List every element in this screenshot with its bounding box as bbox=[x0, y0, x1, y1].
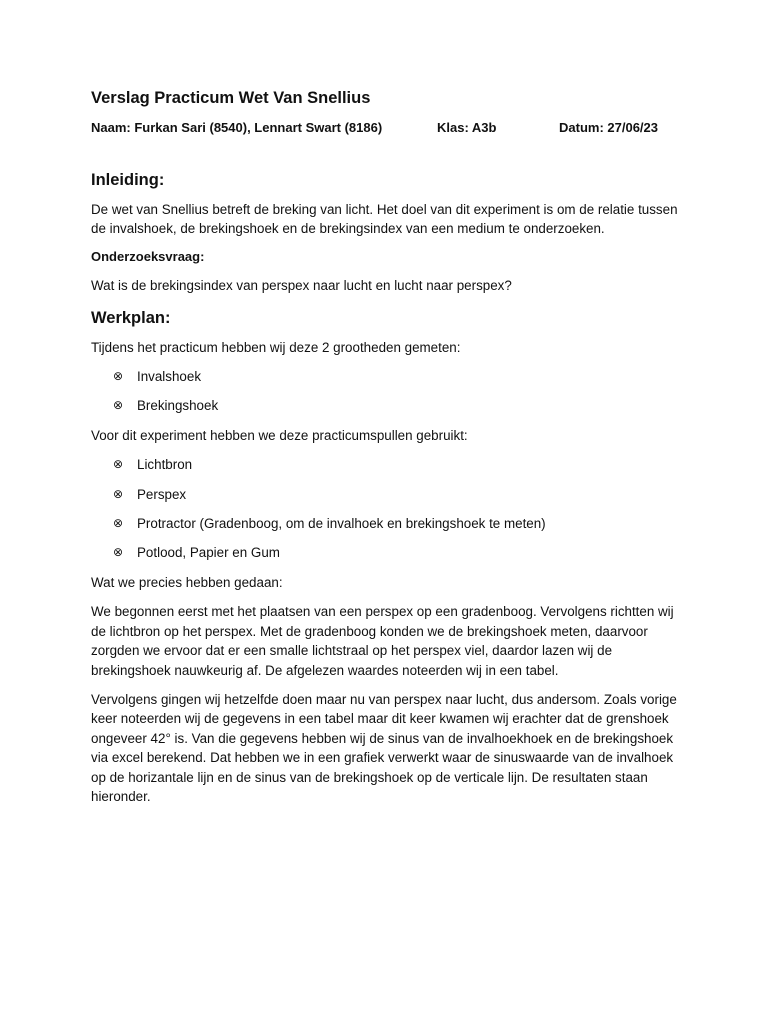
heading-inleiding: Inleiding: bbox=[91, 171, 165, 189]
gedaan-intro: Wat we precies hebben gedaan: bbox=[91, 574, 283, 590]
onderzoeksvraag-label: Onderzoeksvraag: bbox=[91, 248, 205, 264]
list-item bbox=[91, 455, 681, 474]
circled-times-icon: ⊗ bbox=[113, 457, 124, 472]
onderzoeksvraag-text: Wat is de brekingsindex van perspex naar lucht en lucht naar perspex? bbox=[91, 278, 512, 294]
meta-naam: Naam: Furkan Sari (8540), Lennart Swart (8186) bbox=[91, 120, 383, 135]
list-item bbox=[91, 514, 681, 533]
list-item-text: Protractor (Gradenboog, om de invalhoek en brekingshoek te meten) bbox=[137, 516, 546, 532]
circled-times-icon: ⊗ bbox=[113, 398, 124, 413]
list-item bbox=[91, 543, 681, 562]
list-item-text: Lichtbron bbox=[137, 457, 193, 473]
list-item-text: Invalshoek bbox=[137, 369, 202, 385]
list-item bbox=[91, 367, 681, 386]
paragraph-methode-2: Vervolgens gingen wij hetzelfde doen maar nu van perspex naar lucht, dus andersom. Zoals vorige keer noteerden wij de gegevens in een tabel maar dit keer kwamen wij erachter dat de grenshoek ongeveer 42° is. Van die gegevens hebben wij de sinus van de invalhoekhoek en de brekingshoek via excel berekend. Dat hebben we in een grafiek verwerkt waar de sinuswaarde van de invalhoek op de horizantale lijn en de sinus van de brekingshoek op de verticale lijn. De resultaten staan hieronder. bbox=[91, 691, 677, 804]
list-item bbox=[91, 396, 681, 415]
meta-datum: Datum: 27/06/23 bbox=[559, 120, 658, 135]
circled-times-icon: ⊗ bbox=[113, 545, 124, 560]
meta-klas: Klas: A3b bbox=[437, 120, 497, 135]
grootheden-list bbox=[91, 367, 681, 416]
document-title: Verslag Practicum Wet Van Snellius bbox=[91, 89, 371, 107]
circled-times-icon: ⊗ bbox=[113, 486, 124, 501]
inleiding-text: De wet van Snellius betreft de breking van licht. Het doel van dit experiment is om de relatie tussen de invalshoek, de brekingshoek en de brekingsindex van een medium te onderzoeken. bbox=[91, 202, 678, 237]
document-content bbox=[91, 86, 681, 806]
meta-line bbox=[91, 118, 681, 138]
circled-times-icon: ⊗ bbox=[113, 369, 124, 384]
spullen-list bbox=[91, 455, 681, 563]
list-item-text: Perspex bbox=[137, 486, 187, 502]
list-item-text: Brekingshoek bbox=[137, 398, 219, 414]
list-item-text: Potlood, Papier en Gum bbox=[137, 545, 280, 561]
paragraph-methode-1: We begonnen eerst met het plaatsen van een perspex op een gradenboog. Vervolgens richtten wij de lichtbron op het perspex. Met de gradenboog konden we de brekingshoek meten, daarvoor zorgden we ervoor dat er een smalle lichtstraal op het perspex viel, daardor lazen wij de brekingshoek nauwkeurig af. De afgelezen waardes noteerden wij in een tabel. bbox=[91, 604, 674, 678]
heading-werkplan: Werkplan: bbox=[91, 308, 171, 327]
list-item bbox=[91, 485, 681, 504]
spullen-intro: Voor dit experiment hebben we deze practicumspullen gebruikt: bbox=[91, 427, 468, 443]
werkplan-intro: Tijdens het practicum hebben wij deze 2 grootheden gemeten: bbox=[91, 339, 461, 355]
circled-times-icon: ⊗ bbox=[113, 516, 124, 531]
